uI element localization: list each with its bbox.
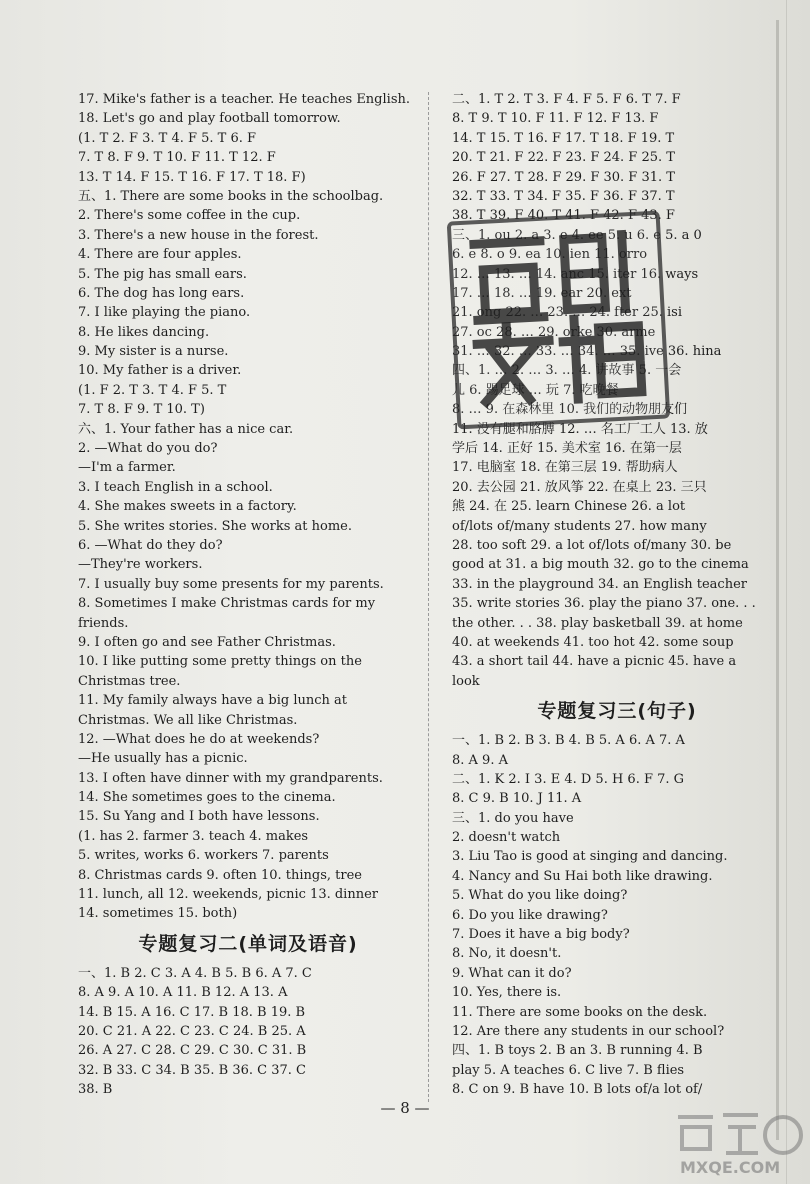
answer-line: 六、1. Your father has a nice car. (78, 421, 294, 437)
word-review-answers (78, 964, 418, 1100)
answer-line: 四、1. B toys 2. B an 3. B running 4. B (452, 1043, 703, 1059)
answer-line: 8. He likes dancing. (78, 324, 210, 340)
answer-line: 17. Mike's father is a teacher. He teaches English. (78, 92, 410, 107)
answer-line: —They're workers. (78, 557, 203, 573)
answer-line: 9. My sister is a nurse. (78, 344, 229, 360)
answer-line: 13. I often have dinner with my grandparents. (78, 770, 383, 786)
answer-line: 20. T 21. F 22. F 23. F 24. F 25. T (452, 150, 675, 166)
answer-line: 20. 去公园 21. 放风筝 22. 在桌上 23. 三只 (452, 479, 707, 495)
answer-line: 7. I like playing the piano. (78, 305, 251, 321)
answer-line: 15. Su Yang and I both have lessons. (78, 809, 320, 825)
answer-line: 8. Christmas cards 9. often 10. things, tree (78, 867, 362, 883)
answer-line: 43. a short tail 44. have a picnic 45. have a (452, 654, 737, 670)
answer-line: 8. … 9. 在森林里 10. 我们的动物朋友们 (452, 402, 688, 418)
answer-line: 7. T 8. F 9. T 10. T) (78, 402, 205, 418)
answer-line: —He usually has a picnic. (78, 751, 248, 767)
answer-line: look (452, 673, 480, 689)
answer-line: the other. . . 38. play basketball 39. at home (452, 615, 743, 631)
answer-line: good at 31. a big mouth 32. go to the cinema (452, 557, 749, 573)
answer-line: 五、1. There are some books in the schoolbag. (78, 188, 384, 204)
answer-line: Christmas tree. (78, 673, 181, 689)
answer-line: 20. C 21. A 22. C 23. C 24. B 25. A (78, 1023, 306, 1039)
answer-line: 31. … 32. … 33. … 34. … 35. ive 36. hina (452, 344, 722, 360)
answer-line: 5. writes, works 6. workers 7. parents (78, 848, 329, 864)
answer-line: —I'm a farmer. (78, 460, 176, 476)
page-number: — 8 — (380, 1099, 430, 1117)
answer-line: 6. The dog has long ears. (78, 285, 245, 301)
answer-line: 5. She writes stories. She works at home. (78, 518, 352, 534)
answer-line: 7. Does it have a big body? (452, 927, 630, 943)
sentence-review-heading: 专题复习三(句子) (537, 700, 697, 723)
answer-line: 33. in the playground 34. an English teacher (452, 576, 747, 592)
answer-line: 2. —What do you do? (78, 441, 218, 457)
answer-line: 6. e 8. o 9. ea 10. ien 11. orro (452, 247, 648, 263)
answer-line: 一、1. B 2. B 3. B 4. B 5. A 6. A 7. A (452, 733, 685, 749)
answer-line: 三、1. do you have (452, 810, 574, 826)
answer-line: 26. F 27. T 28. F 29. F 30. F 31. T (452, 169, 675, 185)
answer-line: 8. A 9. A (452, 752, 508, 768)
answer-line: (1. F 2. T 3. T 4. F 5. T (78, 382, 227, 398)
stamp-glyphs (451, 215, 658, 417)
answer-line: 9. What can it do? (452, 965, 572, 981)
left-column (78, 90, 418, 1100)
answer-line: 27. oc 28. … 29. orke 30. arme (452, 324, 656, 340)
word-review-heading: 专题复习二(单词及语音) (138, 932, 358, 955)
answer-line: 一、1. B 2. C 3. A 4. B 5. B 6. A 7. C (78, 965, 312, 981)
document-stamp (447, 211, 671, 430)
answer-line: 12. … 13. … 14. anc 15. iter 16. ways (452, 266, 699, 282)
answer-line: Christmas. We all like Christmas. (78, 712, 298, 728)
answer-line: 38. B (78, 1082, 113, 1098)
answer-line: 14. T 15. T 16. F 17. T 18. F 19. T (452, 130, 675, 146)
answer-line: 12. Are there any students in our school? (452, 1023, 725, 1039)
answer-line: 10. Yes, there is. (452, 985, 562, 1001)
answer-line: 8. T 9. T 10. F 11. F 12. F 13. F (452, 111, 659, 127)
answer-line: 学后 14. 正好 15. 美术室 16. 在第一层 (452, 441, 682, 457)
answer-line: 11. There are some books on the desk. (452, 1004, 708, 1020)
answer-line: 17. … 18. … 19. ear 20. ext (452, 285, 632, 301)
answer-line: 9. I often go and see Father Christmas. (78, 634, 336, 650)
answer-line: 4. She makes sweets in a factory. (78, 499, 297, 515)
answer-line: 14. sometimes 15. both) (78, 906, 238, 922)
answer-line: 17. 电脑室 18. 在第三层 19. 帮助病人 (452, 460, 678, 476)
answer-line: 5. What do you like doing? (452, 888, 628, 904)
answer-line: 熊 24. 在 25. learn Chinese 26. a lot (452, 499, 686, 515)
answer-line: 18. Let's go and play football tomorrow. (78, 111, 341, 127)
answer-line: 8. Sometimes I make Christmas cards for my (78, 596, 376, 612)
answer-line: 3. Liu Tao is good at singing and dancing. (452, 849, 728, 865)
answer-line: 二、1. T 2. T 3. F 4. F 5. F 6. T 7. F (452, 92, 681, 107)
column-divider (428, 92, 429, 1102)
svg-text:MXQE.COM: MXQE.COM (680, 1158, 781, 1177)
answer-line: 6. —What do they do? (78, 537, 223, 553)
answer-line: 11. My family always have a big lunch at (78, 693, 347, 709)
left-answer-lines (78, 90, 418, 924)
answer-line: 35. write stories 36. play the piano 37. one. . . (452, 596, 756, 612)
answer-line: 21. ong 22. … 23. … 24. fter 25. isi (452, 305, 683, 321)
answer-line: 2. There's some coffee in the cup. (78, 208, 301, 224)
binding-line (786, 0, 787, 1184)
answer-line: 四、1. … 2. … 3. … 4. 讲故事 5. 一会 (452, 363, 682, 379)
answer-line: 38. T 39. F 40. T 41. F 42. F 43. F (452, 208, 675, 224)
answer-line: 二、1. K 2. I 3. E 4. D 5. H 6. F 7. G (452, 771, 685, 787)
answer-line: (1. T 2. F 3. T 4. F 5. T 6. F (78, 130, 257, 146)
answer-line: 7. I usually buy some presents for my parents. (78, 576, 384, 592)
answer-line: 13. T 14. F 15. T 16. F 17. T 18. F) (78, 169, 306, 185)
answer-line: 10. I like putting some pretty things on the (78, 654, 362, 670)
answer-line: of/lots of/many students 27. how many (452, 518, 707, 534)
answer-line: 11. 没有腿和胳膊 12. … 名工厂工人 13. 放 (452, 421, 708, 437)
answer-line: 3. There's a new house in the forest. (78, 227, 319, 243)
sentence-review-answers (452, 731, 782, 1099)
answer-line: 8. No, it doesn't. (452, 946, 562, 962)
answer-line: 4. There are four apples. (78, 247, 242, 263)
answer-line: 6. Do you like drawing? (452, 907, 608, 923)
answer-line: friends. (78, 615, 129, 631)
answer-line: 28. too soft 29. a lot of/lots of/many 30. be (452, 537, 732, 553)
answer-line: 4. Nancy and Su Hai both like drawing. (452, 868, 713, 884)
answer-line: 12. —What does he do at weekends? (78, 731, 320, 747)
answer-line: 8. C on 9. B have 10. B lots of/a lot of/ (452, 1082, 703, 1098)
answer-line: 10. My father is a driver. (78, 363, 242, 379)
answer-line: 11. lunch, all 12. weekends, picnic 13. dinner (78, 887, 378, 903)
answer-line: 40. at weekends 41. too hot 42. some soup (452, 634, 734, 650)
answer-line: 14. B 15. A 16. C 17. B 18. B 19. B (78, 1004, 306, 1020)
answer-line: 三、1. ou 2. a 3. e 4. ee 5. u 6. e 5. a 0 (452, 227, 702, 243)
answer-line: 儿 6. 踢足球 … 玩 7. 吃晚餐 (452, 382, 619, 398)
answer-line: 32. B 33. C 34. B 35. B 36. C 37. C (78, 1062, 307, 1078)
answer-line: 5. The pig has small ears. (78, 266, 247, 282)
answer-line: 8. A 9. A 10. A 11. B 12. A 13. A (78, 985, 288, 1001)
answer-line: 3. I teach English in a school. (78, 479, 273, 495)
answer-line: (1. has 2. farmer 3. teach 4. makes (78, 828, 309, 844)
answer-line: 8. C 9. B 10. J 11. A (452, 791, 582, 807)
answer-line: 7. T 8. F 9. T 10. F 11. T 12. F (78, 150, 276, 166)
answer-line: 32. T 33. T 34. F 35. F 36. F 37. T (452, 188, 675, 204)
answer-line: play 5. A teaches 6. C live 7. B flies (452, 1062, 685, 1078)
answer-line: 2. doesn't watch (452, 830, 561, 846)
answer-line: 26. A 27. C 28. C 29. C 30. C 31. B (78, 1043, 307, 1059)
answer-line: 14. She sometimes goes to the cinema. (78, 790, 336, 806)
